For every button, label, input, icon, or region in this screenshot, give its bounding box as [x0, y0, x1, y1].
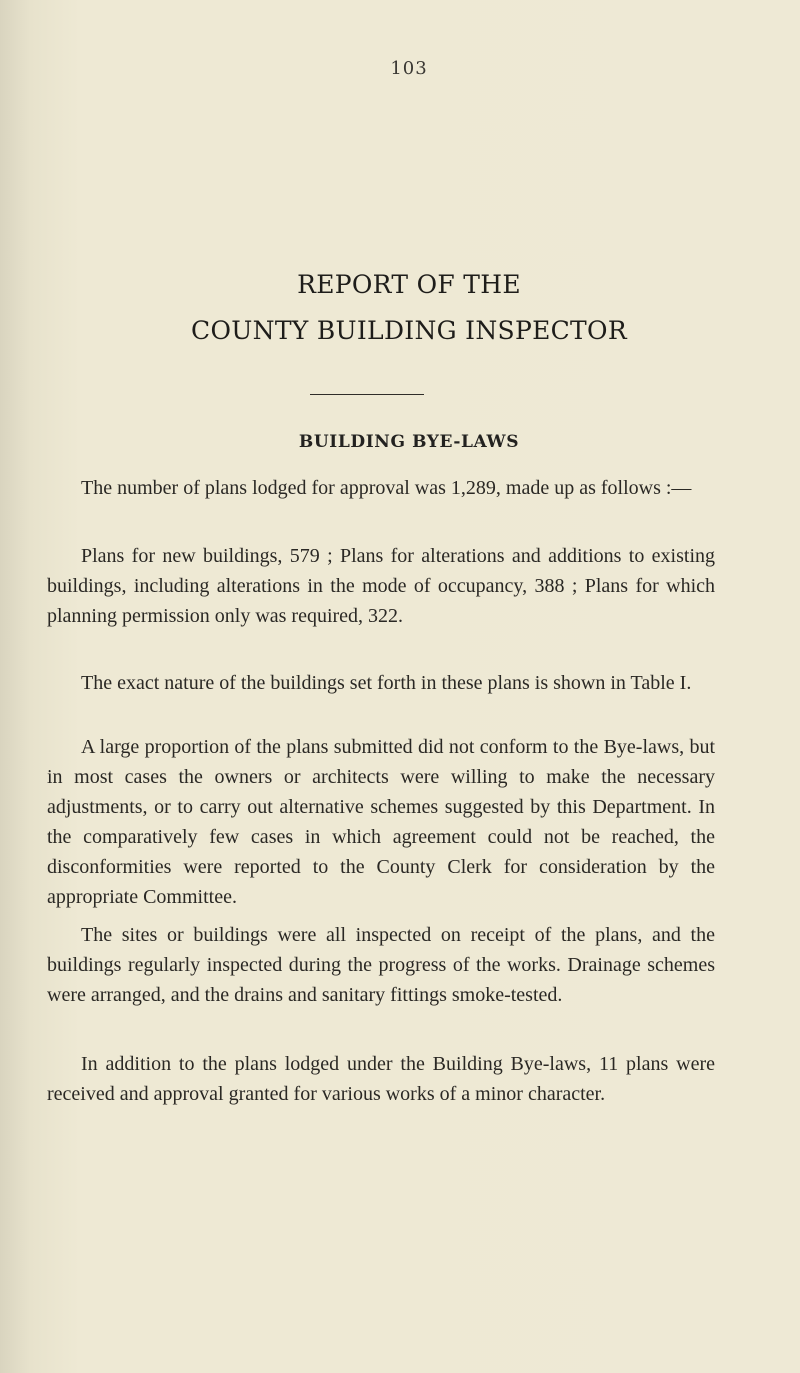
report-title-line-2: COUNTY BUILDING INSPECTOR — [191, 316, 627, 345]
paragraph-plans-total: The number of plans lodged for approval was 1,289, made up as follows :— — [81, 477, 692, 499]
report-title-line-1: REPORT OF THE — [297, 270, 521, 299]
page-number: 103 — [390, 58, 428, 79]
paragraph-plans-breakdown: Plans for new buildings, 579 ; Plans for alterations and additions to existing buildings, including alterations in the mode of occupancy, 388 ; Plans for which planning permission only was required, 322. — [47, 545, 715, 627]
section-heading: BUILDING BYE-LAWS — [298, 432, 520, 452]
title-divider-rule — [310, 394, 424, 395]
paragraph-minor-works: In addition to the plans lodged under the Building Bye-laws, 11 plans were received and approval granted for various works of a minor character. — [47, 1053, 715, 1105]
paragraph-table-reference: The exact nature of the buildings set forth in these plans is shown in Table I. — [81, 672, 692, 694]
paragraph-conformity: A large proportion of the plans submitted did not conform to the Bye-laws, but in most cases the owners or architects were willing to make the necessary adjustments, or to carry out alternative schemes suggested by this Department. In the comparatively few cases in which agreement could not be reached, the disconformities were reported to the County Clerk for consideration by the appropriate Committee. — [47, 736, 715, 908]
paragraph-inspections: The sites or buildings were all inspected on receipt of the plans, and the buildings regularly inspected during the progress of the works. Drainage schemes were arranged, and the drains and sanitary fittings smoke-tested. — [47, 924, 715, 1006]
